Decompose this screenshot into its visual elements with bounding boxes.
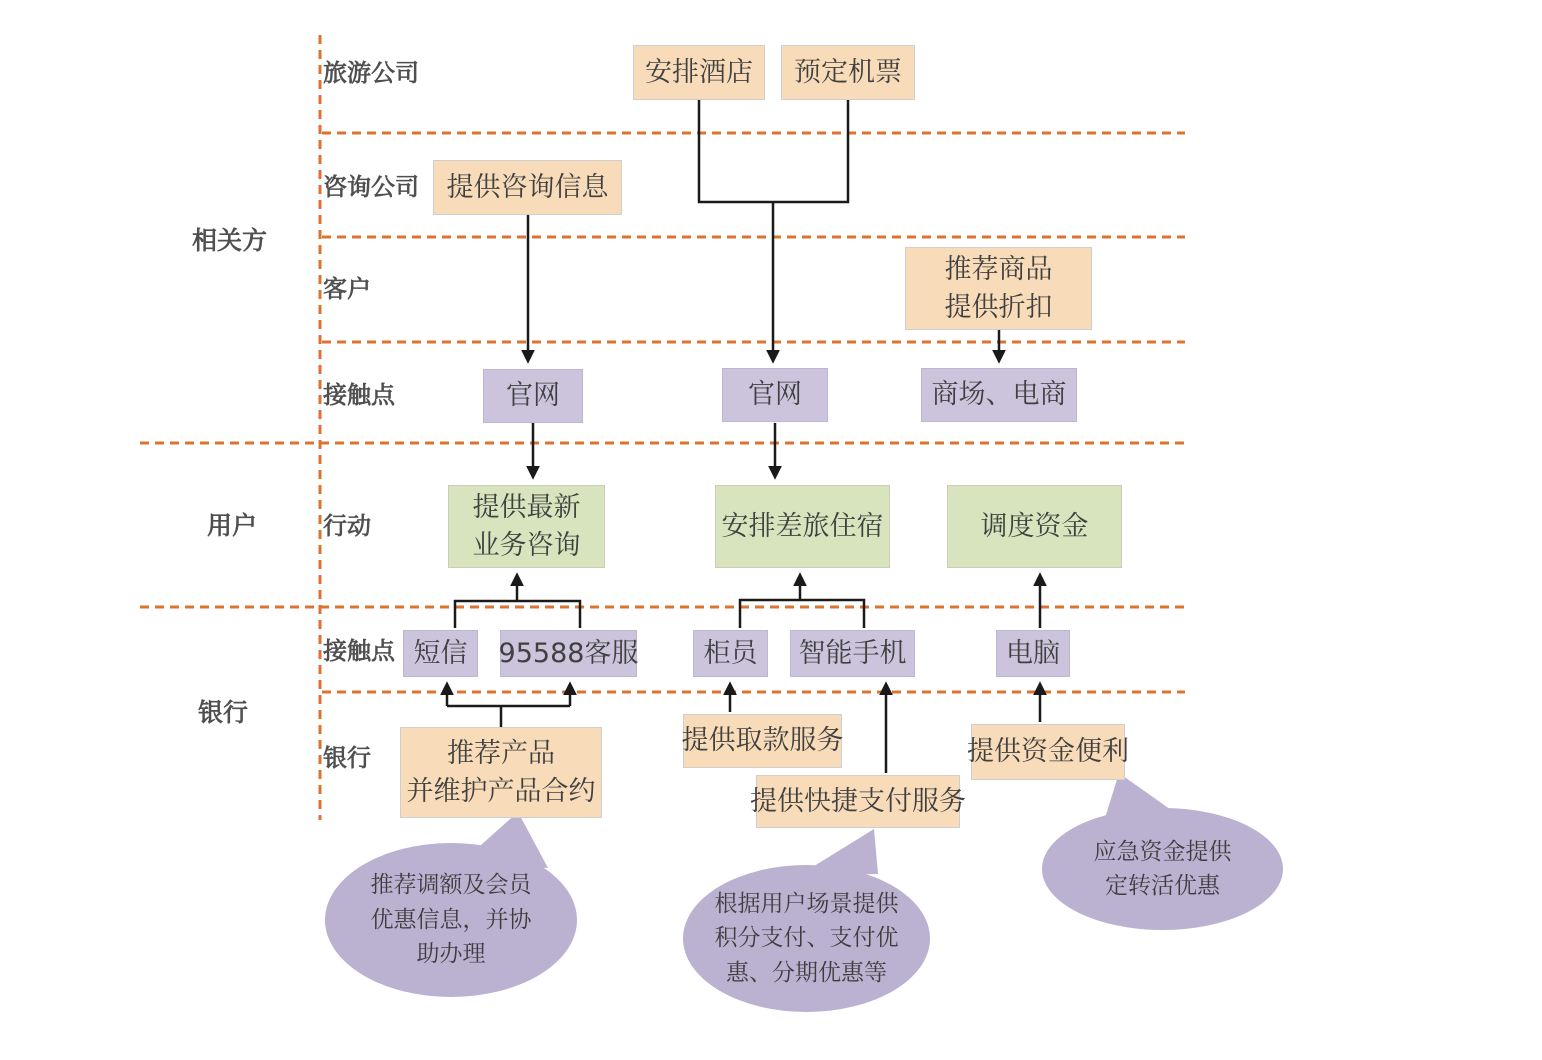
box-withdraw-service [683, 714, 842, 768]
bubble-2-line1: 根据用户场景提供 [714, 890, 899, 917]
box-arrange-hotel [633, 45, 765, 100]
box-recommend-product [400, 727, 602, 818]
box-official-website-2-label: 官网 [748, 379, 802, 411]
box-arrange-hotel-label: 安排酒店 [645, 56, 753, 88]
row-label-travel-company: 旅游公司 [323, 59, 419, 87]
bubble-payment-scenarios [683, 865, 930, 1012]
bubble-2-line3: 惠、分期优惠等 [726, 959, 887, 986]
bracket-teller-phone-up [740, 600, 864, 628]
box-book-ticket [781, 45, 915, 100]
box-sms-label: 短信 [413, 637, 468, 669]
bubble-emergency-funds [1042, 808, 1283, 930]
group-label-bank: 银行 [198, 698, 249, 727]
bubble-3-line1: 应急资金提供 [1093, 838, 1232, 865]
bubble-1-line2: 优惠信息，并协 [370, 906, 532, 933]
box-recommend-goods-line1: 推荐商品 [944, 253, 1053, 285]
box-95588-service [500, 630, 637, 677]
box-action-dispatch-funds-label: 调度资金 [980, 510, 1089, 542]
box-quickpay-service [750, 775, 966, 828]
box-action-dispatch-funds [947, 485, 1122, 568]
box-recommend-goods [905, 247, 1092, 330]
group-label-stakeholders: 相关方 [192, 226, 268, 255]
bracket-hotel-ticket [699, 100, 848, 202]
box-recommend-goods-line2: 提供折扣 [944, 291, 1053, 323]
bracket-sms-cs-up [455, 601, 580, 628]
box-fund-convenience-label: 提供资金便利 [967, 736, 1129, 768]
box-official-website-1 [483, 369, 583, 423]
bubble-recommend-quota [325, 843, 577, 997]
divider-lines [140, 35, 1185, 820]
box-official-website-1-label: 官网 [506, 380, 560, 412]
bubble-2-line2: 积分支付、支付优 [714, 925, 899, 952]
row-label-consulting-company: 咨询公司 [323, 173, 419, 201]
box-95588-service-label: 95588客服 [498, 637, 639, 669]
row-label-touchpoint-1: 接触点 [323, 381, 395, 409]
box-action-latest-line1: 提供最新 [472, 491, 581, 523]
row-label-touchpoint-2: 接触点 [323, 637, 395, 665]
row-label-customer: 客户 [323, 275, 371, 303]
box-fund-convenience [967, 724, 1129, 780]
box-action-travel-lodging [715, 485, 890, 568]
row-label-action: 行动 [323, 512, 371, 540]
bubble-3-line2: 定转活优惠 [1105, 873, 1220, 899]
box-computer-label: 电脑 [1006, 637, 1060, 669]
box-book-ticket-label: 预定机票 [794, 56, 902, 88]
bubble-1-line3: 助办理 [416, 941, 486, 968]
bracket-product-stem [447, 706, 570, 727]
box-recommend-product-line1: 推荐产品 [447, 737, 555, 769]
box-recommend-product-line2: 并维护产品合约 [406, 775, 596, 807]
group-label-user: 用户 [207, 511, 258, 540]
box-mall-ecommerce-label: 商场、电商 [931, 379, 1067, 411]
box-provide-consult-label: 提供咨询信息 [446, 171, 609, 203]
box-mall-ecommerce [921, 368, 1077, 422]
box-action-latest-line2: 业务咨询 [472, 529, 581, 561]
box-quickpay-service-label: 提供快捷支付服务 [750, 785, 966, 817]
box-teller-label: 柜员 [703, 637, 758, 669]
row-label-bank: 银行 [323, 744, 371, 772]
box-computer [996, 630, 1070, 677]
box-action-latest-consult [448, 485, 605, 568]
box-action-travel-label: 安排差旅住宿 [721, 510, 884, 542]
box-teller [693, 630, 768, 677]
box-withdraw-service-label: 提供取款服务 [681, 725, 844, 757]
bubble-1-line1: 推荐调额及会员 [370, 872, 532, 899]
box-sms [403, 630, 478, 677]
box-smartphone-label: 智能手机 [798, 637, 907, 669]
box-official-website-2 [722, 368, 828, 422]
box-smartphone [790, 630, 915, 677]
box-provide-consult-info [433, 160, 622, 215]
